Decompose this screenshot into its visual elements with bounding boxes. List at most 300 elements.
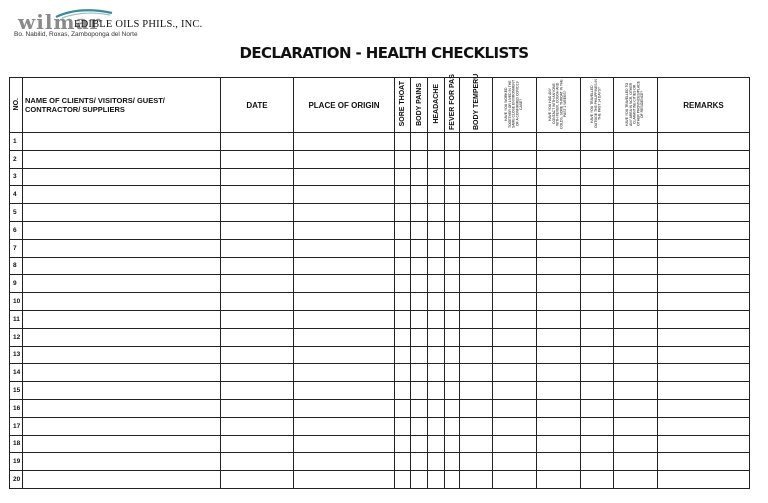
table-row <box>10 150 750 168</box>
question-2-cell[interactable] <box>537 399 581 417</box>
name-cell[interactable] <box>23 399 221 417</box>
fever-cell[interactable] <box>445 186 460 204</box>
question-3-cell[interactable] <box>581 275 614 293</box>
sore-throat-cell[interactable] <box>395 133 411 151</box>
question-3-cell[interactable] <box>581 399 614 417</box>
body-pains-cell[interactable] <box>411 257 428 275</box>
fever-cell[interactable] <box>445 328 460 346</box>
question-2-cell[interactable] <box>537 221 581 239</box>
date-cell[interactable] <box>221 399 294 417</box>
sore-throat-cell[interactable] <box>395 204 411 222</box>
fever-cell[interactable] <box>445 221 460 239</box>
question-3-cell[interactable] <box>581 471 614 489</box>
sore-throat-cell[interactable] <box>395 417 411 435</box>
question-4-cell[interactable] <box>614 453 658 471</box>
question-1-cell[interactable] <box>493 471 537 489</box>
origin-cell[interactable] <box>294 221 395 239</box>
question-1-cell[interactable] <box>493 239 537 257</box>
date-cell[interactable] <box>221 133 294 151</box>
remarks-cell[interactable] <box>658 293 750 311</box>
remarks-cell[interactable] <box>658 133 750 151</box>
fever-cell[interactable] <box>445 133 460 151</box>
question-3-cell[interactable] <box>581 221 614 239</box>
remarks-cell[interactable] <box>658 364 750 382</box>
body-temp-cell[interactable] <box>460 471 493 489</box>
question-3-cell[interactable] <box>581 435 614 453</box>
body-temp-cell[interactable] <box>460 417 493 435</box>
fever-cell[interactable] <box>445 204 460 222</box>
table-row <box>10 186 750 204</box>
sore-throat-cell[interactable] <box>395 310 411 328</box>
fever-cell[interactable] <box>445 382 460 400</box>
question-1-cell[interactable] <box>493 382 537 400</box>
question-2-cell[interactable] <box>537 364 581 382</box>
fever-cell[interactable] <box>445 417 460 435</box>
question-1-cell[interactable] <box>493 399 537 417</box>
sore-throat-cell[interactable] <box>395 168 411 186</box>
question-3-cell[interactable] <box>581 382 614 400</box>
question-1-cell[interactable] <box>493 204 537 222</box>
table-row <box>10 133 750 151</box>
body-temp-cell[interactable] <box>460 168 493 186</box>
col-question-4-header: HAVE YOU TRAVELLED TO ANY AREA IN NCR, OTHER CLARANTINE CITIES OR OTHER PROVINCES/PLACE OF RESIDENCE? <box>614 78 658 133</box>
question-1-cell[interactable] <box>493 221 537 239</box>
remarks-cell[interactable] <box>658 168 750 186</box>
question-2-cell[interactable] <box>537 435 581 453</box>
col-fever-header: FEVER FOR PAS <box>445 78 460 133</box>
question-4-cell[interactable] <box>614 435 658 453</box>
remarks-cell[interactable] <box>658 453 750 471</box>
question-1-cell[interactable] <box>493 453 537 471</box>
body-temp-cell[interactable] <box>460 204 493 222</box>
row-number: 12 <box>10 328 23 346</box>
question-1-cell[interactable] <box>493 150 537 168</box>
row-number: 10 <box>10 293 23 311</box>
sore-throat-cell[interactable] <box>395 186 411 204</box>
sore-throat-cell[interactable] <box>395 471 411 489</box>
remarks-cell[interactable] <box>658 239 750 257</box>
origin-cell[interactable] <box>294 399 395 417</box>
row-number: 17 <box>10 417 23 435</box>
fever-cell[interactable] <box>445 293 460 311</box>
name-cell[interactable] <box>23 150 221 168</box>
question-3-cell[interactable] <box>581 453 614 471</box>
question-2-cell[interactable] <box>537 239 581 257</box>
fever-cell[interactable] <box>445 364 460 382</box>
row-number: 9 <box>10 275 23 293</box>
question-2-cell[interactable] <box>537 293 581 311</box>
body-temp-cell[interactable] <box>460 364 493 382</box>
question-3-cell[interactable] <box>581 417 614 435</box>
question-2-cell[interactable] <box>537 168 581 186</box>
headache-cell[interactable] <box>428 417 445 435</box>
name-cell[interactable] <box>23 310 221 328</box>
headache-cell[interactable] <box>428 382 445 400</box>
body-temp-cell[interactable] <box>460 310 493 328</box>
question-2-cell[interactable] <box>537 310 581 328</box>
remarks-cell[interactable] <box>658 328 750 346</box>
question-1-cell[interactable] <box>493 257 537 275</box>
body-pains-cell[interactable] <box>411 310 428 328</box>
question-2-cell[interactable] <box>537 328 581 346</box>
question-2-cell[interactable] <box>537 453 581 471</box>
name-cell[interactable] <box>23 328 221 346</box>
question-1-cell[interactable] <box>493 310 537 328</box>
date-cell[interactable] <box>221 257 294 275</box>
table-row <box>10 204 750 222</box>
question-3-cell[interactable] <box>581 186 614 204</box>
headache-cell[interactable] <box>428 221 445 239</box>
headache-cell[interactable] <box>428 435 445 453</box>
sore-throat-cell[interactable] <box>395 275 411 293</box>
fever-cell[interactable] <box>445 257 460 275</box>
date-cell[interactable] <box>221 382 294 400</box>
col-question-3-header: HAVE YOU TRAVELLED OUTSIDE THE PHILIPPINES IN THE PAST 14 DAYS? <box>581 78 614 133</box>
question-4-cell[interactable] <box>614 471 658 489</box>
origin-cell[interactable] <box>294 186 395 204</box>
fever-cell[interactable] <box>445 239 460 257</box>
fever-cell[interactable] <box>445 150 460 168</box>
name-cell[interactable] <box>23 382 221 400</box>
question-4-cell[interactable] <box>614 239 658 257</box>
question-3-cell[interactable] <box>581 364 614 382</box>
question-3-cell[interactable] <box>581 328 614 346</box>
body-temp-cell[interactable] <box>460 239 493 257</box>
row-number: 6 <box>10 221 23 239</box>
date-cell[interactable] <box>221 186 294 204</box>
origin-cell[interactable] <box>294 257 395 275</box>
question-4-cell[interactable] <box>614 293 658 311</box>
remarks-cell[interactable] <box>658 310 750 328</box>
sore-throat-cell[interactable] <box>395 293 411 311</box>
name-cell[interactable] <box>23 453 221 471</box>
fever-cell[interactable] <box>445 346 460 364</box>
body-temp-cell[interactable] <box>460 328 493 346</box>
question-3-cell[interactable] <box>581 257 614 275</box>
origin-cell[interactable] <box>294 453 395 471</box>
question-4-cell[interactable] <box>614 168 658 186</box>
body-temp-cell[interactable] <box>460 453 493 471</box>
question-3-cell[interactable] <box>581 204 614 222</box>
date-cell[interactable] <box>221 293 294 311</box>
question-1-cell[interactable] <box>493 275 537 293</box>
row-number: 13 <box>10 346 23 364</box>
date-cell[interactable] <box>221 310 294 328</box>
origin-cell[interactable] <box>294 346 395 364</box>
row-number: 16 <box>10 399 23 417</box>
fever-cell[interactable] <box>445 168 460 186</box>
sore-throat-cell[interactable] <box>395 150 411 168</box>
question-2-cell[interactable] <box>537 257 581 275</box>
sore-throat-cell[interactable] <box>395 399 411 417</box>
col-origin-header: PLACE OF ORIGIN <box>294 78 395 133</box>
body-pains-cell[interactable] <box>411 453 428 471</box>
table-row <box>10 364 750 382</box>
row-number: 18 <box>10 435 23 453</box>
question-1-cell[interactable] <box>493 417 537 435</box>
body-pains-cell[interactable] <box>411 471 428 489</box>
origin-cell[interactable] <box>294 328 395 346</box>
date-cell[interactable] <box>221 168 294 186</box>
table-row <box>10 221 750 239</box>
headache-cell[interactable] <box>428 453 445 471</box>
question-1-cell[interactable] <box>493 346 537 364</box>
name-cell[interactable] <box>23 257 221 275</box>
remarks-cell[interactable] <box>658 435 750 453</box>
body-temp-cell[interactable] <box>460 435 493 453</box>
headache-cell[interactable] <box>428 293 445 311</box>
row-number: 11 <box>10 310 23 328</box>
body-pains-cell[interactable] <box>411 133 428 151</box>
sore-throat-cell[interactable] <box>395 435 411 453</box>
question-4-cell[interactable] <box>614 399 658 417</box>
question-4-cell[interactable] <box>614 310 658 328</box>
fever-cell[interactable] <box>445 471 460 489</box>
row-number: 1 <box>10 133 23 151</box>
question-4-cell[interactable] <box>614 204 658 222</box>
question-3-cell[interactable] <box>581 293 614 311</box>
body-temp-cell[interactable] <box>460 221 493 239</box>
remarks-cell[interactable] <box>658 417 750 435</box>
question-4-cell[interactable] <box>614 257 658 275</box>
question-1-cell[interactable] <box>493 133 537 151</box>
question-4-cell[interactable] <box>614 221 658 239</box>
headache-cell[interactable] <box>428 186 445 204</box>
headache-cell[interactable] <box>428 364 445 382</box>
remarks-cell[interactable] <box>658 471 750 489</box>
table-row <box>10 293 750 311</box>
body-temp-cell[interactable] <box>460 257 493 275</box>
body-pains-cell[interactable] <box>411 186 428 204</box>
origin-cell[interactable] <box>294 275 395 293</box>
question-2-cell[interactable] <box>537 133 581 151</box>
body-temp-cell[interactable] <box>460 186 493 204</box>
headache-cell[interactable] <box>428 168 445 186</box>
date-cell[interactable] <box>221 275 294 293</box>
page-title: DECLARATION - HEALTH CHECKLISTS <box>239 44 529 62</box>
question-4-cell[interactable] <box>614 346 658 364</box>
body-pains-cell[interactable] <box>411 346 428 364</box>
body-pains-cell[interactable] <box>411 150 428 168</box>
question-2-cell[interactable] <box>537 417 581 435</box>
remarks-cell[interactable] <box>658 382 750 400</box>
name-cell[interactable] <box>23 221 221 239</box>
origin-cell[interactable] <box>294 150 395 168</box>
origin-cell[interactable] <box>294 239 395 257</box>
question-2-cell[interactable] <box>537 346 581 364</box>
origin-cell[interactable] <box>294 364 395 382</box>
body-pains-cell[interactable] <box>411 382 428 400</box>
date-cell[interactable] <box>221 453 294 471</box>
name-cell[interactable] <box>23 293 221 311</box>
date-cell[interactable] <box>221 204 294 222</box>
date-cell[interactable] <box>221 150 294 168</box>
question-4-cell[interactable] <box>614 382 658 400</box>
body-pains-cell[interactable] <box>411 275 428 293</box>
date-cell[interactable] <box>221 221 294 239</box>
col-question-1-header: HAVE YOU WORKED TOGETHER OR LIVED IN THE SAME CLOSE ENVIRONMENT OF A CONFIRMED COVID19 CASE? <box>493 78 537 133</box>
table-row <box>10 310 750 328</box>
question-3-cell[interactable] <box>581 239 614 257</box>
headache-cell[interactable] <box>428 328 445 346</box>
remarks-cell[interactable] <box>658 221 750 239</box>
question-4-cell[interactable] <box>614 150 658 168</box>
table-row <box>10 239 750 257</box>
question-2-cell[interactable] <box>537 204 581 222</box>
question-2-cell[interactable] <box>537 150 581 168</box>
origin-cell[interactable] <box>294 471 395 489</box>
origin-cell[interactable] <box>294 382 395 400</box>
sore-throat-cell[interactable] <box>395 328 411 346</box>
question-3-cell[interactable] <box>581 133 614 151</box>
date-cell[interactable] <box>221 364 294 382</box>
question-1-cell[interactable] <box>493 435 537 453</box>
question-1-cell[interactable] <box>493 186 537 204</box>
question-1-cell[interactable] <box>493 293 537 311</box>
body-pains-cell[interactable] <box>411 293 428 311</box>
question-2-cell[interactable] <box>537 471 581 489</box>
date-cell[interactable] <box>221 239 294 257</box>
question-1-cell[interactable] <box>493 328 537 346</box>
question-2-cell[interactable] <box>537 275 581 293</box>
question-2-cell[interactable] <box>537 382 581 400</box>
question-4-cell[interactable] <box>614 133 658 151</box>
question-2-cell[interactable] <box>537 186 581 204</box>
table-row <box>10 453 750 471</box>
origin-cell[interactable] <box>294 204 395 222</box>
fever-cell[interactable] <box>445 310 460 328</box>
origin-cell[interactable] <box>294 168 395 186</box>
remarks-cell[interactable] <box>658 150 750 168</box>
date-cell[interactable] <box>221 471 294 489</box>
question-3-cell[interactable] <box>581 168 614 186</box>
row-number: 20 <box>10 471 23 489</box>
row-number: 3 <box>10 168 23 186</box>
headache-cell[interactable] <box>428 133 445 151</box>
sore-throat-cell[interactable] <box>395 364 411 382</box>
origin-cell[interactable] <box>294 293 395 311</box>
headache-cell[interactable] <box>428 310 445 328</box>
sore-throat-cell[interactable] <box>395 382 411 400</box>
body-pains-cell[interactable] <box>411 239 428 257</box>
question-1-cell[interactable] <box>493 364 537 382</box>
sore-throat-cell[interactable] <box>395 221 411 239</box>
remarks-cell[interactable] <box>658 257 750 275</box>
question-4-cell[interactable] <box>614 275 658 293</box>
body-pains-cell[interactable] <box>411 399 428 417</box>
name-cell[interactable] <box>23 239 221 257</box>
fever-cell[interactable] <box>445 435 460 453</box>
table-row <box>10 417 750 435</box>
remarks-cell[interactable] <box>658 275 750 293</box>
name-cell[interactable] <box>23 275 221 293</box>
question-3-cell[interactable] <box>581 346 614 364</box>
headache-cell[interactable] <box>428 204 445 222</box>
date-cell[interactable] <box>221 435 294 453</box>
headache-cell[interactable] <box>428 239 445 257</box>
health-checklist-table <box>9 73 750 489</box>
sore-throat-cell[interactable] <box>395 239 411 257</box>
name-cell[interactable] <box>23 471 221 489</box>
body-temp-cell[interactable] <box>460 382 493 400</box>
body-temp-cell[interactable] <box>460 275 493 293</box>
sore-throat-cell[interactable] <box>395 453 411 471</box>
sore-throat-cell[interactable] <box>395 257 411 275</box>
col-sore-throat-header: SORE THOAT <box>395 78 411 133</box>
name-cell[interactable] <box>23 435 221 453</box>
headache-cell[interactable] <box>428 346 445 364</box>
row-number: 2 <box>10 150 23 168</box>
body-temp-cell[interactable] <box>460 399 493 417</box>
headache-cell[interactable] <box>428 471 445 489</box>
row-number: 14 <box>10 364 23 382</box>
headache-cell[interactable] <box>428 399 445 417</box>
body-pains-cell[interactable] <box>411 328 428 346</box>
body-temp-cell[interactable] <box>460 293 493 311</box>
col-headache-header: HEADACHE <box>428 78 445 133</box>
remarks-cell[interactable] <box>658 399 750 417</box>
body-temp-cell[interactable] <box>460 133 493 151</box>
body-temp-cell[interactable] <box>460 150 493 168</box>
question-4-cell[interactable] <box>614 328 658 346</box>
origin-cell[interactable] <box>294 417 395 435</box>
body-pains-cell[interactable] <box>411 204 428 222</box>
name-cell[interactable] <box>23 204 221 222</box>
question-3-cell[interactable] <box>581 150 614 168</box>
headache-cell[interactable] <box>428 275 445 293</box>
name-cell[interactable] <box>23 364 221 382</box>
question-4-cell[interactable] <box>614 186 658 204</box>
remarks-cell[interactable] <box>658 346 750 364</box>
origin-cell[interactable] <box>294 435 395 453</box>
question-4-cell[interactable] <box>614 417 658 435</box>
row-number: 5 <box>10 204 23 222</box>
name-cell[interactable] <box>23 417 221 435</box>
body-pains-cell[interactable] <box>411 168 428 186</box>
date-cell[interactable] <box>221 328 294 346</box>
date-cell[interactable] <box>221 346 294 364</box>
fever-cell[interactable] <box>445 275 460 293</box>
remarks-cell[interactable] <box>658 204 750 222</box>
remarks-cell[interactable] <box>658 186 750 204</box>
company-name: EDIBLE OILS PHILS., INC. <box>74 19 203 30</box>
body-temp-cell[interactable] <box>460 346 493 364</box>
question-4-cell[interactable] <box>614 364 658 382</box>
name-cell[interactable] <box>23 133 221 151</box>
headache-cell[interactable] <box>428 257 445 275</box>
question-1-cell[interactable] <box>493 168 537 186</box>
date-cell[interactable] <box>221 417 294 435</box>
origin-cell[interactable] <box>294 133 395 151</box>
fever-cell[interactable] <box>445 399 460 417</box>
headache-cell[interactable] <box>428 150 445 168</box>
fever-cell[interactable] <box>445 453 460 471</box>
body-pains-cell[interactable] <box>411 435 428 453</box>
letterhead <box>14 8 414 42</box>
table-header-row <box>10 78 750 133</box>
name-cell[interactable] <box>23 346 221 364</box>
table-row <box>10 168 750 186</box>
body-pains-cell[interactable] <box>411 221 428 239</box>
name-cell[interactable] <box>23 168 221 186</box>
body-pains-cell[interactable] <box>411 364 428 382</box>
origin-cell[interactable] <box>294 310 395 328</box>
col-question-2-header: HAVE YOU HAD ANY CONTACT WITH ANYONE WITH FEVER, COUGH AND COLDS, SORE THROAT IN THE PAST 2 WEEKS? <box>537 78 581 133</box>
name-cell[interactable] <box>23 186 221 204</box>
sore-throat-cell[interactable] <box>395 346 411 364</box>
body-pains-cell[interactable] <box>411 417 428 435</box>
question-3-cell[interactable] <box>581 310 614 328</box>
